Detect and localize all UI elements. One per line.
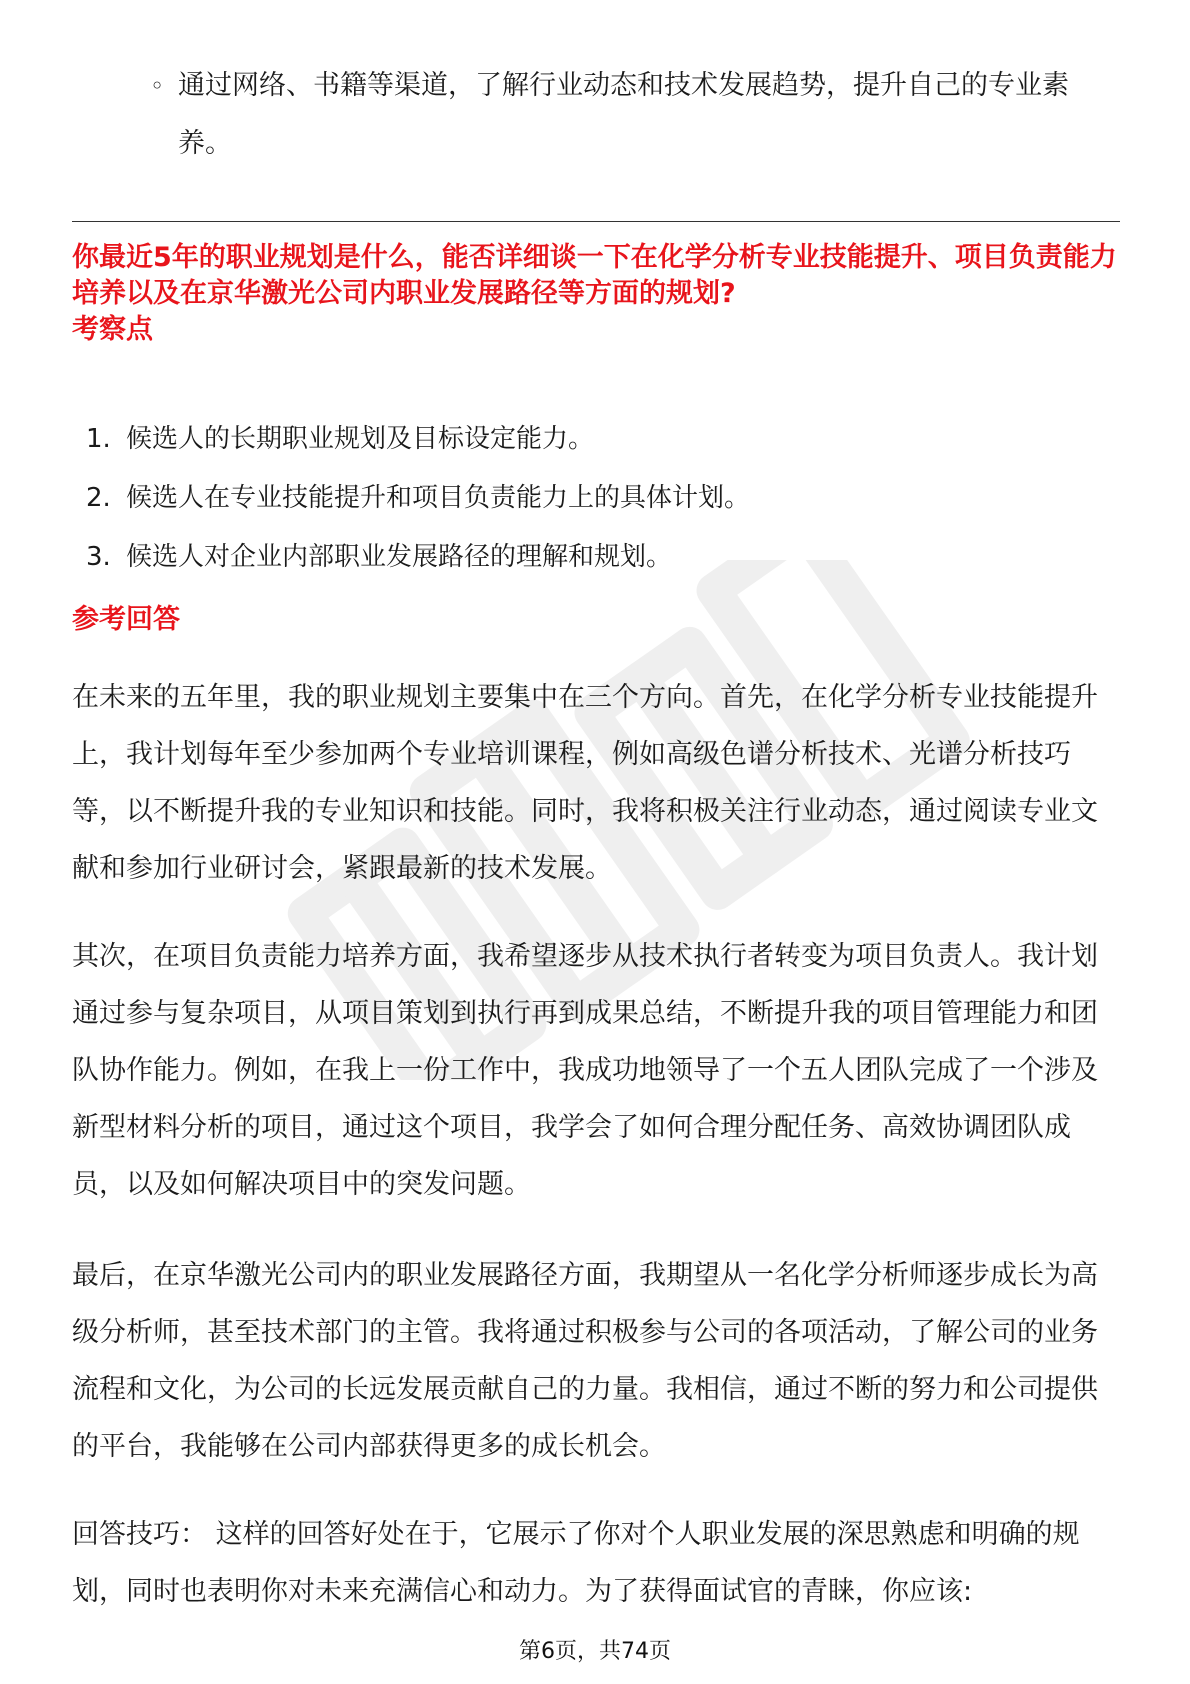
list-item-text: 候选人的长期职业规划及目标设定能力。 [126, 424, 595, 454]
assessment-heading: 考察点 [72, 314, 153, 345]
answer-paragraph: 在未来的五年里，我的职业规划主要集中在三个方向。首先，在化学分析专业技能提升上，我计划每年至少参加两个专业培训课程，例如高级色谱分析技术、光谱分析技巧等，以不断提升我的专业知识和技能。同时，我将积极关注行业动态，通过阅读专业文献和参加行业研讨会，紧跟最新的技术发展。 [72, 682, 1098, 884]
interview-question: 你最近5年的职业规划是什么，能否详细谈一下在化学分析专业技能提升、项目负责能力培养以及在京华激光公司内职业发展路径等方面的规划? [72, 242, 1117, 309]
bullet-item [150, 57, 1110, 173]
list-item-number: 3. [86, 542, 111, 572]
list-item-number: 1. [86, 424, 111, 454]
bullet-text: 通过网络、书籍等渠道，了解行业动态和技术发展趋势，提升自己的专业素养。 [178, 70, 1069, 159]
list-item [86, 410, 1116, 469]
list-item-text: 候选人在专业技能提升和项目负责能力上的具体计划。 [126, 483, 751, 513]
list-item [86, 469, 1116, 528]
answer-paragraph: 其次，在项目负责能力培养方面，我希望逐步从技术执行者转变为项目负责人。我计划通过参与复杂项目，从项目策划到执行再到成果总结，不断提升我的项目管理能力和团队协作能力。例如，在我上一份工作中，我成功地领导了一个五人团队完成了一个涉及新型材料分析的项目，通过这个项目，我学会了如何合理分配任务、高效协调团队成员，以及如何解决项目中的突发问题。 [72, 941, 1098, 1200]
answer-heading: 参考回答 [72, 604, 180, 635]
answer-paragraph: 最后，在京华激光公司内的职业发展路径方面，我期望从一名化学分析师逐步成长为高级分析师，甚至技术部门的主管。我将通过积极参与公司的各项活动，了解公司的业务流程和文化，为公司的长远发展贡献自己的力量。我相信，通过不断的努力和公司提供的平台，我能够在公司内部获得更多的成长机会。 [72, 1260, 1098, 1462]
list-item-number: 2. [86, 483, 111, 513]
bullet-marker: ◦ [150, 72, 165, 100]
page-footer: 第6页，共74页 [519, 1639, 671, 1664]
list-item [86, 528, 1116, 587]
assessment-list [86, 410, 1116, 587]
section-divider [72, 221, 1120, 222]
list-item-text: 候选人对企业内部职业发展路径的理解和规划。 [126, 542, 673, 572]
answer-tips: 回答技巧： 这样的回答好处在于，它展示了你对个人职业发展的深思熟虑和明确的规划，同时也表明你对未来充满信心和动力。为了获得面试官的青睐，你应该: [72, 1519, 1080, 1607]
